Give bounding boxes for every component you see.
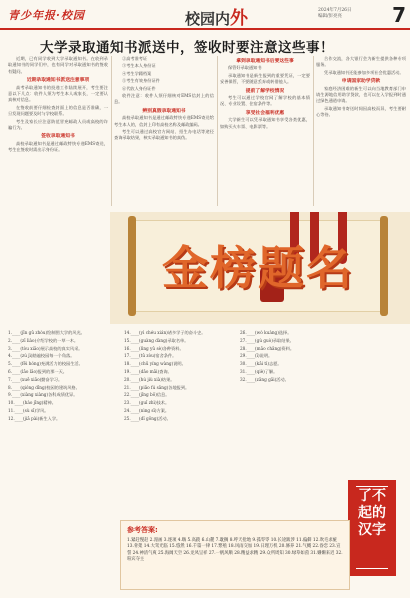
section-title-prefix: 校园内 xyxy=(185,10,231,28)
paragraph: 高校录取通知书是通过邮政特快专递EMS寄送，考生在签收时需出示身份证。 xyxy=(8,140,108,153)
issue-date: 2024年7月26日 xyxy=(318,8,352,13)
answer-box-body: 1.紧赶慢赶 2.漫画 3.逐项 4.嗨 5.高跷 6.山麓 7.耽搁 8.呼天抢地 9.孤零零 10.长途跋涉 11.偏僻 12.吹毛求疵 13.骨架 14.大驾光临 15.悠然 16.千篇一律 17.繁殖 18.风雨交加 19.日理万机 20.修养 21.气概 22.眷恋 23.宣誓 24.神清气爽 25.海阔天空 26.龙凤呈祥 27.一帆风顺 28.精益求精 29.众所周知 30.绿草如茵 31.姗姗来迟 32.喧宾夺主 xyxy=(127,538,343,563)
list-item: ⑥代收人身份证件 xyxy=(122,85,156,91)
paragraph: 高校录取通知书是通过邮政特快专递EMS寄送给考生本人的，信封上印有高校名称及邮政编码。 xyxy=(114,115,214,127)
column-divider xyxy=(313,56,314,206)
section-title-accent: 外 xyxy=(230,8,249,29)
quiz-column-2 xyxy=(124,330,236,424)
subheading: 申请国家助学贷款 xyxy=(341,78,381,85)
quiz-item: 10.____(hào jīng)精神。 xyxy=(8,400,56,406)
answer-box-title: 参考答案: xyxy=(127,526,158,534)
quiz-item: 31.____(qiè)了解。 xyxy=(240,368,278,374)
subheading: 提前了解学校情况 xyxy=(245,87,285,94)
list-item: ④考生学籍档案 xyxy=(122,70,152,76)
paragraph: 合作交流，各大银行会为新生提供各种专项服务。 xyxy=(316,56,406,68)
quiz-item: 12.____(jiǎ pài)新生入学。 xyxy=(8,415,61,421)
banner-title: 了不起的汉字 xyxy=(358,488,386,538)
quiz-item: 1.____(jīn gǔ zhòu)绘制图大学的风光。 xyxy=(8,330,85,335)
quiz-item: 30.____(kǎi tì)志愿。 xyxy=(240,361,282,367)
paragraph: 保管好录取通知书 xyxy=(228,65,262,71)
scroll-rod-right xyxy=(380,216,388,316)
quiz-item: 15.____(guàng dàng)录取名单。 xyxy=(124,337,189,343)
quiz-item: 6.____(lǎo lǎo)报到的那一天。 xyxy=(8,368,67,374)
paragraph: 收件注意：收件人须仔细核对EMS信封上的信息。 xyxy=(114,93,214,105)
quiz-column-1 xyxy=(8,330,120,424)
paragraph: 在签收前要仔细检查封面上的信息是否准确，一旦发现问题要及时与学校联系。 xyxy=(8,104,108,117)
list-item: ③考生本人身份证 xyxy=(122,63,156,69)
quiz-item: 27.____(gù guò)录取结果。 xyxy=(240,337,294,343)
quiz-item: 9.____(xiàng xiàng)各科成绩优异。 xyxy=(8,392,78,398)
quiz-item: 22.____(jǐng bō)信息。 xyxy=(124,392,170,398)
quiz-item: 16.____(lìng yǔ sè)各种资料。 xyxy=(124,345,184,351)
quiz-item: 5.____(fēi hóng)充满活力的校园生活。 xyxy=(8,361,83,367)
quiz-item: 23.____(guǐ zhì)技术。 xyxy=(124,400,170,406)
banner-rule xyxy=(356,568,388,569)
answer-box xyxy=(120,520,350,590)
article-column-1 xyxy=(8,56,108,155)
quiz-item: 7.____(xuē xiǎo)勤奋学习。 xyxy=(8,376,63,382)
quiz-item: 17.____(tǔ zòu)宿舍条件。 xyxy=(124,353,177,359)
quiz-item: 19.____(dāo mǎi)查询。 xyxy=(124,368,172,374)
brand-logo: 青少年报·校园 xyxy=(8,9,85,22)
subheading: 拿到录取通知书后要这些事 xyxy=(236,58,294,64)
feature-banner xyxy=(348,480,396,576)
banner-rule xyxy=(356,486,388,487)
editor-credit: 编辑/彭亮亮 xyxy=(318,14,343,19)
quiz-item: 25.____(dǐ gōng)活动。 xyxy=(124,415,171,421)
paragraph: 家庭经济困难的新生可以向当地教育部门申请生源地信用助学贷款，也可以在入学报到时通过绿色通道申请。 xyxy=(316,85,406,104)
quiz-item: 29.____(ī)说明。 xyxy=(240,353,273,359)
quiz-item: 32.____(zǎng gǎi)活动。 xyxy=(240,376,289,382)
section-title xyxy=(185,4,248,30)
paragraph: 考生可以通过学校官网了解学校的基本情况、专业设置、住宿条件等。 xyxy=(220,95,310,107)
quiz-item: 26.____(wò kuàng)选择。 xyxy=(240,330,292,335)
scroll-rod-left xyxy=(128,216,136,316)
paragraph: 大学新生可以凭录取通知书享受各类优惠，如购买火车票、电影票等。 xyxy=(220,117,310,129)
paragraph: 录取通知书寄送时间因高校而异，考生要耐心等待。 xyxy=(316,105,406,118)
paragraph: 考生及家长应注意防范冒充邮政人员或高校的诈骗行为。 xyxy=(8,118,108,131)
quiz-item: 2.____(zī liào)介绍学校的一草一木。 xyxy=(8,337,79,343)
subheading: 辨别真假录取通知书 xyxy=(142,107,186,114)
masthead xyxy=(0,0,410,30)
article-column-2 xyxy=(114,56,214,143)
quiz-item: 20.____(hú jiù xià)结果。 xyxy=(124,376,175,382)
page-headline: 大学录取通知书派送中，签收时要注意这些事！ xyxy=(40,40,334,56)
article-column-4 xyxy=(316,56,406,120)
quiz-item: 14.____(yì chéu xián)诸多学子的奋斗史。 xyxy=(124,330,206,335)
quiz-item: 21.____(piāo fú sāng)各地报到。 xyxy=(124,384,190,390)
intro-paragraph: 近期，已有同学收到大学录取通知书。在收到录取通知书的同学们中，也有同学对录取通知书的签收有疑问。 xyxy=(8,56,108,74)
dateline xyxy=(318,8,352,20)
paragraph: 录取通知书是新生报到的重要凭证，一定要妥善保管，不要随意丢弃或转借他人。 xyxy=(220,72,310,85)
list-item: ⑤考生有效身份证件 xyxy=(122,78,160,84)
quiz-item: 18.____(chū yíng wàng)说明。 xyxy=(124,361,186,367)
page-number: 7 xyxy=(392,3,406,27)
quiz-item: 24.____(nìng sī)方案。 xyxy=(124,407,170,413)
subheading: 享受社会福利优惠 xyxy=(245,109,285,116)
quiz-item: 4.____(zú jì)踏遍校园每一个角落。 xyxy=(8,353,75,359)
article-column-3 xyxy=(220,56,310,131)
quiz-item: 11.____(sù sī)学风。 xyxy=(8,407,49,413)
calligraphy-title: 金榜题名 xyxy=(162,241,354,295)
subheading: 近期录取通知书派送注意事项 xyxy=(26,77,90,84)
quiz-item: 28.____(mǎo chāng)资料。 xyxy=(240,345,295,351)
list-item: ②高考准考证 xyxy=(122,56,148,61)
paragraph: 考生可以通过高校官方网站、招生办电话等途径查询录取结果，核实录取通知书的真伪。 xyxy=(114,129,214,141)
subheading: 签收录取通知书 xyxy=(41,133,75,140)
column-divider xyxy=(111,56,112,206)
paragraph: 高考录取通知书的投递工作陆续展开，考生要注意以下几点：收件人须为考生本人或家长，一定要认真核对信息。 xyxy=(8,84,108,103)
quiz-item: 3.____(tòu xiǎo)展示高校的真实风采。 xyxy=(8,345,83,351)
quiz-column-3 xyxy=(240,330,340,385)
hero-illustration xyxy=(110,212,410,324)
paragraph: 凭录取通知书还能参加多项社会优惠活动。 xyxy=(324,69,404,75)
column-divider xyxy=(217,56,218,206)
quiz-item: 8.____(qióng dǐng)校园的建筑风格。 xyxy=(8,384,80,390)
